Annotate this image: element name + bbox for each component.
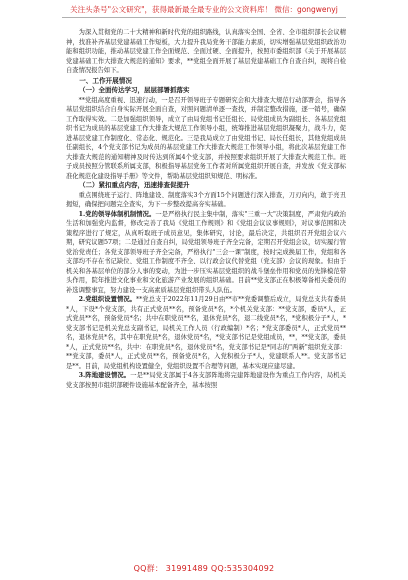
item-3-title: 3.阵地建设情况。 (78, 372, 131, 379)
header-banner (0, 4, 408, 15)
item-3-text: 一是**局党支部属于4各支部阵地将完建阵地建设作为重点工作内容，局机关党支部按照市组织部硬件设施基本配备齐全，基本按照 (66, 372, 346, 389)
section-1-heading: 一、工作开展情况 (79, 76, 132, 85)
subsection-2-heading: （二）紧扣重点内容，迅速排查促提升 (79, 181, 190, 189)
banner-text: 关注头条号"公文研究"，获得最新最全最专业的公文资料库！ 微信：gongwenyj (70, 5, 338, 14)
item-2-title: 2.党组织设置情况。 (78, 296, 137, 303)
item-2-paragraph (66, 295, 346, 371)
subsection-1-heading: （一）全面传达学习，层层部署抓落实 (79, 86, 190, 94)
banner-divider (62, 17, 346, 18)
intro-paragraph: 为深入贯彻党的二十大精神和新时代党的组织路线，认真落实全国、全省、全市组织部长会议精神，找准补齐基层党建基础工作短板，大力提升我局党务干部能力素质，切实增强基层党组织政治功能和组织功能，推动基层党建工作全面规范、全面过硬、全面提升，按照市委组织部《关于开展基层党建基础工作大排查大规范的通知》要求，**党组全面开展了基层党建基础工作自查自纠，现将自检自查情况报告如下。 (66, 29, 346, 74)
item-3-paragraph (66, 371, 346, 390)
document-body (66, 28, 346, 390)
item-1-text: 一是严格执行民主集中制，落实"三重一大"决策制度，严肃党内政治生活和加强党内监督，修改完善了我局《党组工作规则》和《党组会议议事规则》，对议事范围和决策程序进行了规定，从真听取班子成员意见，集体研究，讨论，最后决定，共组织召开党组会议六期，研究议题57项；二是通过自查自纠，局党组领导班子齐全完备，定期召开党组会议，切实履行管党治党责任；各党支部领导班子齐全完备，严格执行"三会一课"制度，按时完成换届工作，党组和各支部均不存在书记缺位、党组工作制度不齐全、以行政会议代替党组（党支部）会议的现象。但由于机关和各基层单位的部分人事的变动，为进一步压实基层党组织的战斗堡垒作用和党员的先锋模范带头作用，院年推进文化事业和文化旅游产业发展的组织基础。目前**党支部正在积极筹备相关委员的补选调整事宜，努力建设一支高素质基层党组织带头人队伍。 (66, 210, 347, 294)
item-2-text: **党总支于2022年11月29日由**市**党委调整后成立，局党总支共有委员*人，下设*个党支部，共有正式党员**名，预备党员*名，*个机关党支部：**党支部，委员*人，正式党员**名，预备党员*名；共中在职党员**名，退休党员*名，退二线党员*名，*党积极分子*人，*党支部书记是机关党总支副书记，局机关工作人员（行政编制）*名；*党支部委员*人，正式党员**名，退休党员*名，其中在职党员*名，退休党员*名，*党支部书记是党组成员，**，**党支部，委员*人，正式党员**名，共中：在职党员*名，退休党员*名，党支部书记是*同志的"两新"组织党支部：**党支部，委员*人，正式党员**名，预备党员*名，入党积极分子*人，党建联系人**。党支部书记是**。目前，局党组机构设置健全，党组织设置不合理等问题，基本实现应建尽建。 (66, 296, 346, 370)
subsection-1-paragraph: **党组高度重视、迅速行动，一是召开领导班子专题研究会和大排查大规范行动部署会，指导各基层党组织结合自身实际开展全面自查，对照问题清单逐一查找，并制定整改措施，逐一销号，确保工作取得实效。二是加强组织领导，成立了由局党组书记任组长、局党组成员为副组长、各基层党组织书记为成员的基层党建工作大排查大规范工作领导小组，统筹推进基层党组织凝聚力，战斗力，促进基层党建工作制度化、常态化、规范化。三是我局成立了由党组书记、局长任组长，其他党组成员任副组长，4个党支部书记为成员的基层党建工作大排查大规范工作领导小组，将此次基层党建工作大排查大规范的通知精神及时传达到所属4个党支部，并按照要求组织开展了大排查大规范工作。班子成员按照分管联系所属支部，积极指导基层党务工作者对所属党组织开展自查，并发放《党支部标准化规范化建设指导手册》等文件，帮助基层党组织知规范、明标准。 (66, 96, 346, 180)
footer-contact: QQ群： 31991489 QQ:535304092 (133, 564, 275, 573)
item-1-paragraph (66, 210, 346, 296)
item-1-title: 1.党的领导体制机制情况。 (78, 210, 156, 218)
subsection-2-paragraph: 重点围绕班子运行、阵地建设、制度落实3个方面15个问题进行深入排查，刀刃向内，敢于亮丑揭短，确保把问题完全查实，为下一步整改提高夯实基础。 (66, 191, 346, 208)
